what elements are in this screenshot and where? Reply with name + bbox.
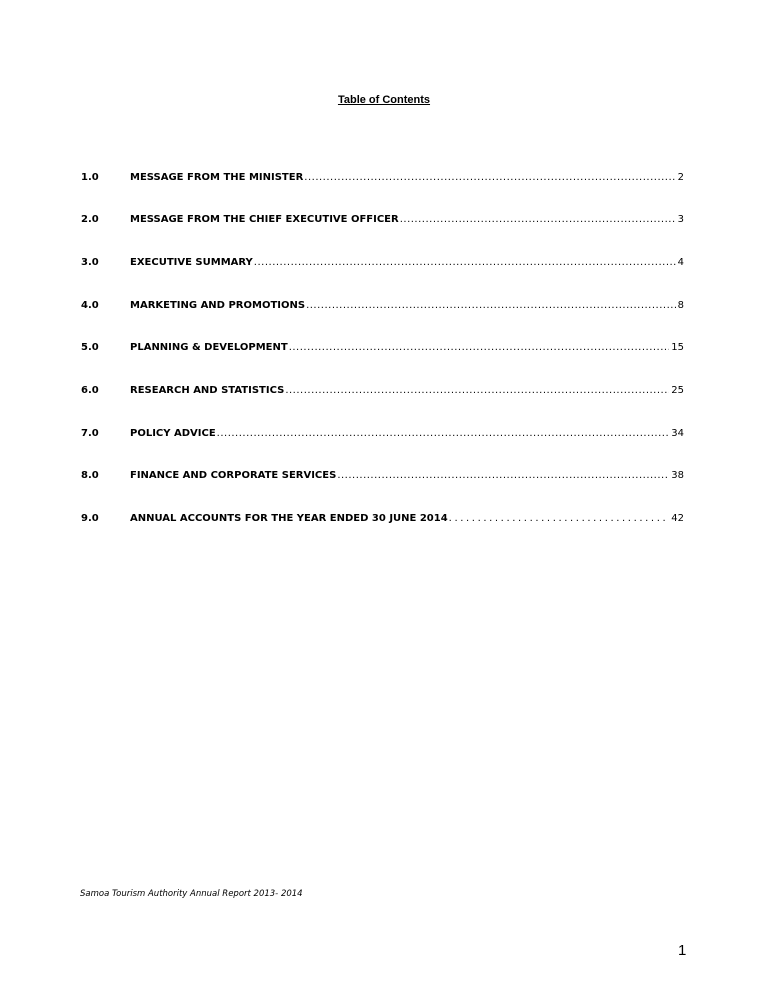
dot-leader bbox=[254, 255, 676, 271]
dot-leader bbox=[217, 426, 670, 442]
dot-leader bbox=[449, 511, 670, 527]
toc-entry-title: POLICY ADVICE bbox=[130, 428, 216, 439]
page-number: 1 bbox=[678, 942, 687, 959]
toc-entry-number: 9.0 bbox=[81, 513, 99, 524]
toc-entry-page: 8 bbox=[677, 300, 684, 311]
toc-entry-title: MESSAGE FROM THE MINISTER bbox=[130, 172, 304, 183]
toc-entry-1[interactable] bbox=[81, 170, 684, 186]
dot-leader bbox=[289, 340, 670, 356]
toc-entry-6[interactable] bbox=[81, 383, 684, 399]
toc-heading: Table of Contents bbox=[337, 94, 431, 106]
toc-entry-page: 25 bbox=[671, 385, 684, 396]
toc-entry-number: 4.0 bbox=[81, 300, 99, 311]
toc-entry-number: 2.0 bbox=[81, 214, 99, 225]
toc-entry-number: 1.0 bbox=[81, 172, 99, 183]
dot-leader bbox=[285, 383, 669, 399]
dot-leader bbox=[400, 212, 676, 228]
toc-entry-number: 8.0 bbox=[81, 470, 99, 481]
toc-entry-8[interactable] bbox=[81, 468, 684, 484]
toc-entry-number: 7.0 bbox=[81, 428, 99, 439]
toc-entry-number: 5.0 bbox=[81, 342, 99, 353]
toc-entry-page: 3 bbox=[677, 214, 684, 225]
toc-entry-4[interactable] bbox=[81, 298, 684, 314]
toc-entry-page: 38 bbox=[671, 470, 684, 481]
toc-entry-page: 42 bbox=[671, 513, 684, 524]
toc-entry-title: EXECUTIVE SUMMARY bbox=[130, 257, 253, 268]
toc-entry-2[interactable] bbox=[81, 212, 684, 228]
toc-entry-page: 4 bbox=[677, 257, 684, 268]
toc-entry-page: 15 bbox=[671, 342, 684, 353]
toc-entry-3[interactable] bbox=[81, 255, 684, 271]
toc-entry-title: ANNUAL ACCOUNTS FOR THE YEAR ENDED 30 JUNE 2014 bbox=[130, 513, 448, 524]
toc-entry-5[interactable] bbox=[81, 340, 684, 356]
toc-entry-page: 34 bbox=[671, 428, 684, 439]
dot-leader bbox=[306, 298, 676, 314]
toc-entry-title: PLANNING & DEVELOPMENT bbox=[130, 342, 288, 353]
toc-entry-title: MARKETING AND PROMOTIONS bbox=[130, 300, 306, 311]
toc-entry-9[interactable] bbox=[81, 511, 684, 527]
toc-entry-title: RESEARCH AND STATISTICS bbox=[130, 385, 285, 396]
page-footer: Samoa Tourism Authority Annual Report 2013- 2014 bbox=[80, 889, 303, 899]
toc-entry-title: MESSAGE FROM THE CHIEF EXECUTIVE OFFICER bbox=[130, 214, 399, 225]
dot-leader bbox=[304, 170, 675, 186]
toc-entry-number: 6.0 bbox=[81, 385, 99, 396]
toc-entry-number: 3.0 bbox=[81, 257, 99, 268]
toc-entry-7[interactable] bbox=[81, 426, 684, 442]
toc-entry-title: FINANCE AND CORPORATE SERVICES bbox=[130, 470, 337, 481]
dot-leader bbox=[337, 468, 669, 484]
toc-entry-page: 2 bbox=[677, 172, 684, 183]
